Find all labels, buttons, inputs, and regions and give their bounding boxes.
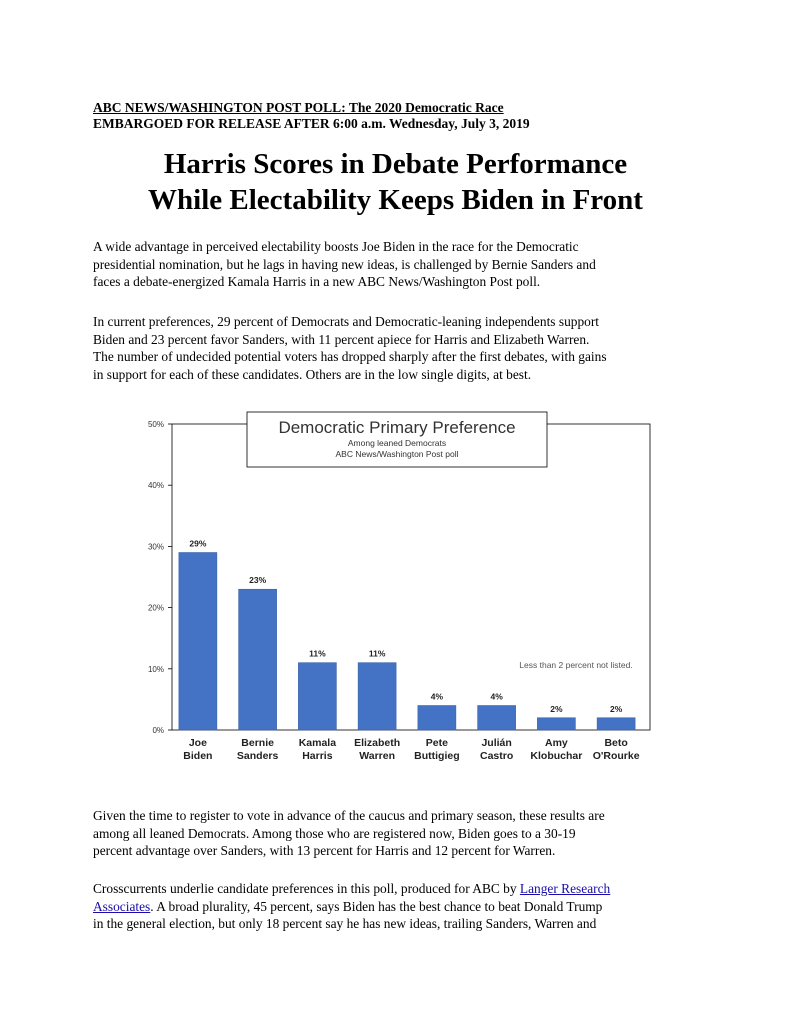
paragraph-1 [93, 238, 713, 291]
paragraph-line: A wide advantage in perceived electability boosts Joe Biden in the race for the Democratic [93, 239, 579, 254]
y-tick-label: 20% [147, 603, 164, 613]
y-tick-label: 0% [152, 726, 164, 735]
category-label: O'Rourke [592, 750, 640, 762]
bar [478, 706, 516, 730]
category-label: Sanders [236, 750, 279, 762]
bar-value-label: 11% [368, 648, 386, 659]
category-label: Joe [188, 737, 207, 749]
bar [239, 589, 277, 730]
y-tick-label: 50% [147, 420, 164, 429]
paragraph-line [93, 898, 713, 916]
paragraph-line: in support for each of these candidates. Others are in the low single digits, at best. [93, 366, 532, 382]
paragraph-line [93, 880, 713, 898]
paragraph-line: in the general election, but only 18 percent say he has new ideas, trailing Sanders, Warren and [93, 916, 597, 931]
category-label: Bernie [241, 737, 274, 749]
bar-value-label: 4% [490, 691, 503, 702]
paragraph-line: Given the time to register to vote in advance of the caucus and primary season, these results are [93, 808, 605, 823]
chart-subtitle-2: ABC News/Washington Post poll [335, 449, 459, 459]
category-label: Amy [544, 737, 568, 749]
paragraph-line: presidential nomination, but he lags in having new ideas, is challenged by Bernie Sanders and [93, 256, 596, 272]
headline-line-1: Harris Scores in Debate Performance [163, 148, 628, 180]
poll-header-title: ABC NEWS/WASHINGTON POST POLL: The 2020 Democratic Race [93, 100, 504, 115]
category-label: Elizabeth [354, 737, 401, 749]
bar [418, 706, 456, 730]
chart-title-box [247, 412, 547, 467]
category-label: Buttigieg [414, 750, 460, 762]
paragraph-2 [93, 313, 713, 383]
chart-subtitle-1: Among leaned Democrats [347, 438, 447, 448]
bar-value-label: 23% [249, 575, 267, 586]
y-tick-label: 40% [147, 481, 164, 491]
langer-research-link-continued[interactable]: Associates [93, 898, 151, 914]
category-label: Beto [604, 737, 628, 749]
y-tick-label: 30% [147, 542, 164, 552]
chart-title: Democratic Primary Preference [278, 418, 516, 437]
y-tick-label: 10% [147, 664, 164, 674]
headline-line-2: While Electability Keeps Biden in Front [148, 184, 643, 216]
category-label: Kamala [298, 737, 337, 749]
paragraph-4 [93, 880, 713, 933]
bar [179, 553, 217, 730]
paragraph-line: among all leaned Democrats. Among those who are registered now, Biden goes to a 30-19 [93, 825, 576, 841]
paragraph-line: The number of undecided potential voters has dropped sharply after the first debates, with gains [93, 349, 607, 364]
category-label: Castro [479, 750, 514, 762]
paragraph-text: Crosscurrents underlie candidate preferences in this poll, produced for ABC by [93, 881, 520, 896]
paragraph-3 [93, 807, 713, 860]
bar-value-label: 4% [430, 691, 444, 702]
bar [298, 663, 336, 730]
paragraph-text: . A broad plurality, 45 percent, says Biden has the best chance to beat Donald Trump [150, 898, 603, 914]
bar-value-label: 2% [609, 703, 623, 714]
category-label: Klobuchar [530, 750, 583, 762]
category-label: Harris [302, 750, 333, 762]
primary-preference-chart [138, 408, 658, 768]
bar [358, 663, 396, 730]
bar [597, 718, 635, 730]
paragraph-line: faces a debate-energized Kamala Harris in a new ABC News/Washington Post poll. [93, 274, 541, 289]
paragraph-line: percent advantage over Sanders, with 13 percent for Harris and 12 percent for Warren. [93, 843, 556, 858]
chart-bars [179, 539, 640, 762]
bar-value-label: 11% [309, 648, 326, 659]
langer-research-link[interactable]: Langer Research [519, 881, 611, 896]
category-label: Julián [481, 737, 512, 749]
category-label: Warren [359, 750, 396, 762]
category-label: Biden [183, 750, 213, 762]
chart-footnote: Less than 2 percent not listed. [519, 660, 633, 670]
bar [537, 718, 575, 730]
embargo-notice: EMBARGOED FOR RELEASE AFTER 6:00 a.m. Wednesday, July 3, 2019 [93, 116, 530, 131]
bar-value-label: 2% [550, 703, 563, 714]
category-label: Pete [425, 737, 448, 749]
paragraph-line: Biden and 23 percent favor Sanders, with 11 percent apiece for Harris and Elizabeth Warren. [93, 331, 590, 347]
paragraph-line: In current preferences, 29 percent of Democrats and Democratic-leaning independents support [93, 314, 600, 329]
bar-value-label: 29% [189, 538, 207, 549]
